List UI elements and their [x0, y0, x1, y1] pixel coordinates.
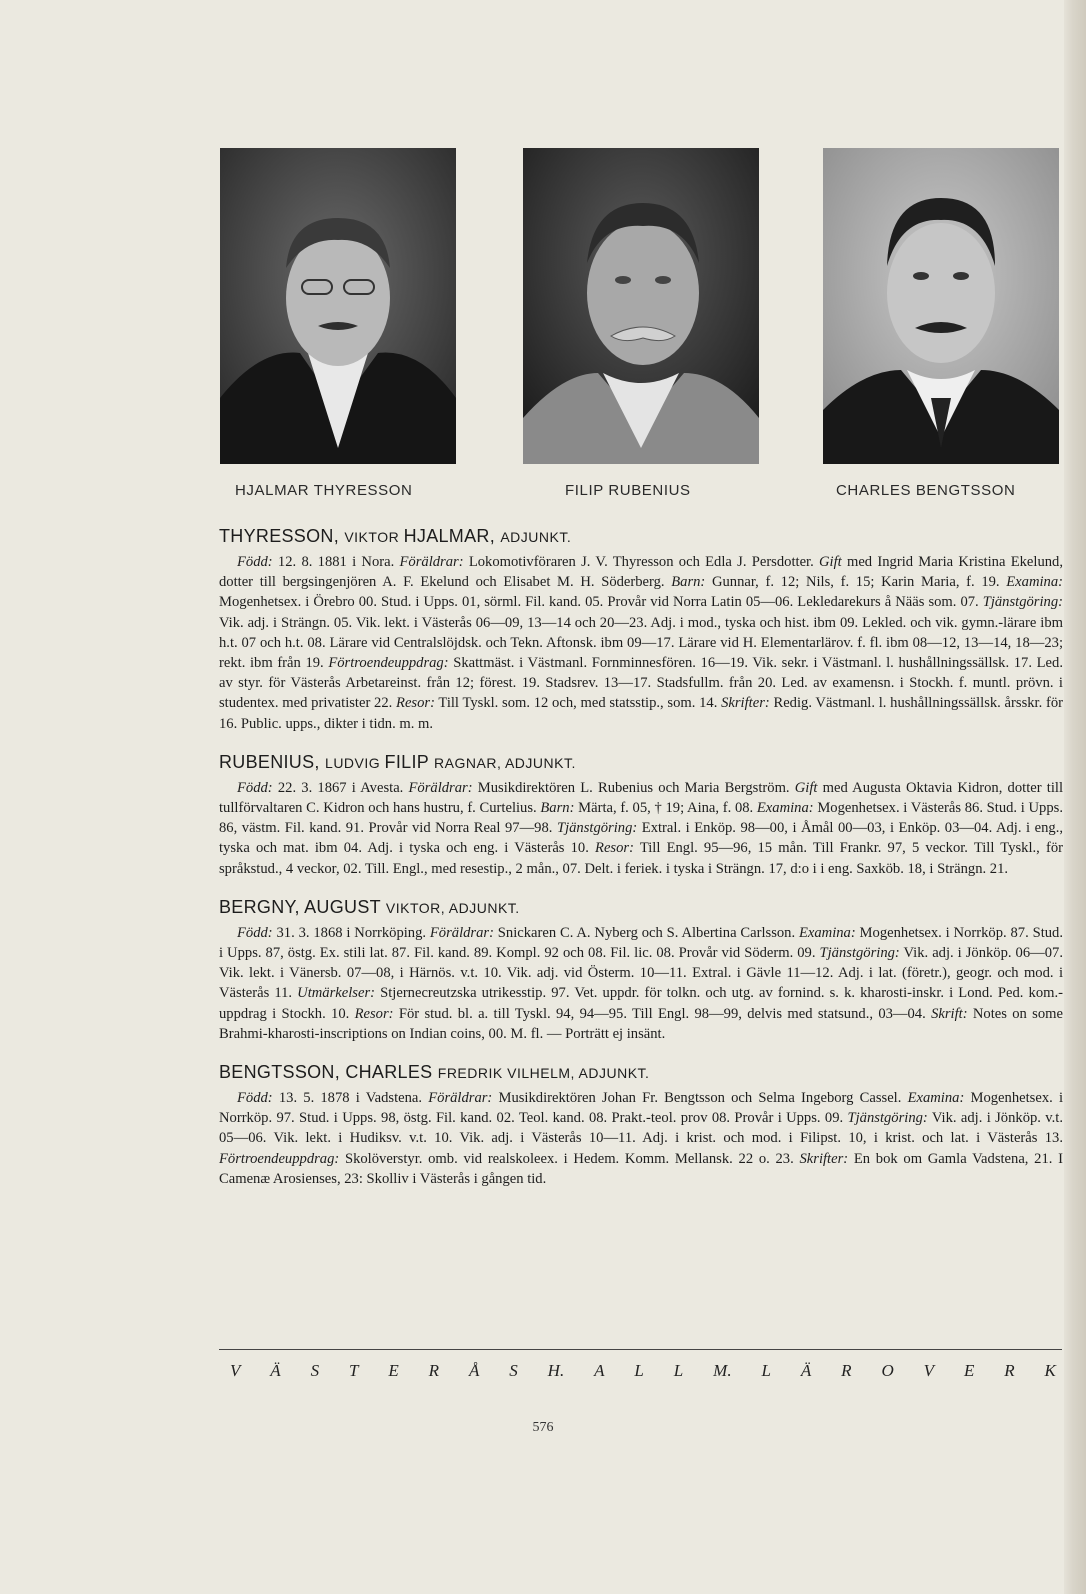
footer-letter: S	[509, 1361, 518, 1380]
field-text: Till Engl. 95—96, 15 mån. Till Frankr. 97, 5 veckor. Till Tyskl., för språkstud., 4 veckor, 02. Till. Engl., med resestip., 2 mån., 07. Delt. i feriek. i tyska i Strängn. 17, d:o i i eng. Saxköb. 18, i Strängn. 21.	[219, 840, 1063, 877]
field-text: Mogenhetsex. i Norrköp. 97. Stud. i Upps. 98, östg. Fil. kand. 02. Teol. kand. 08. Prakt.-teol. prov 08. Provår i Upps. 09.	[219, 1090, 1063, 1127]
footer-letter: M.	[713, 1361, 732, 1380]
field-text: Musikdirektören L. Rubenius och Maria Bergström.	[472, 779, 795, 796]
heading-call-name: AUGUST	[304, 896, 386, 917]
footer-letter: V	[230, 1361, 241, 1380]
field-label: Skrift:	[931, 1005, 968, 1022]
field-text: 13. 5. 1878 i Vadstena.	[272, 1090, 429, 1107]
footer-letter: R	[1004, 1361, 1015, 1380]
field-label: Född:	[237, 554, 273, 570]
field-text: 12. 8. 1881 i Nora.	[272, 554, 400, 570]
field-label: Född:	[237, 1090, 273, 1107]
footer-letter: H.	[547, 1361, 565, 1380]
field-label: Examina:	[907, 1090, 965, 1107]
heading-title: VIKTOR, ADJUNKT.	[385, 899, 520, 916]
field-text: med Ingrid Maria Kristina Ekelund, dotter till bergsingenjören A. F. Ekelund och Elisabet M. H. Söderberg.	[219, 554, 1063, 591]
entry-body	[219, 778, 1063, 879]
entry-body	[219, 923, 1063, 1044]
field-label: Barn:	[540, 800, 575, 817]
field-text: Skattmäst. i Västmanl. Fornminnesfören. 16—19. Vik. sekr. i Västmanl. l. hushållningssällsk. 17. Led. av styr. för Västerås Arbetareinst. från 12; förest. 19. Stadsrev. 13—17. Stadsfullm. från 20. Led. av examensn. i Stockh. f. muntl. prövn. i studentex. med privatister 22.	[219, 655, 1063, 712]
entry-heading	[219, 1060, 1063, 1085]
heading-call-name: HJALMAR,	[403, 526, 501, 546]
entry-bergny	[219, 895, 1063, 1044]
heading-title: ADJUNKT.	[500, 529, 572, 545]
field-text: Notes on some Brahmi-kharosti-inscriptions on Indian coins, 00. M. fl. — Porträtt ej insänt.	[219, 1005, 1063, 1042]
caption-bengtsson: CHARLES BENGTSSON	[836, 482, 1016, 499]
field-label: Tjänstgöring:	[982, 594, 1063, 611]
footer-letter: Ä	[270, 1361, 281, 1380]
footer-letter: A	[594, 1361, 605, 1380]
field-label: Examina:	[798, 924, 856, 941]
heading-given-names: VIKTOR	[344, 529, 404, 545]
entry-body	[219, 1088, 1063, 1189]
field-label: Gift	[794, 779, 818, 796]
heading-title: FREDRIK VILHELM, ADJUNKT.	[437, 1065, 650, 1082]
entry-thyresson	[219, 524, 1063, 734]
field-label: Föräldrar:	[428, 1090, 493, 1107]
heading-surname: BENGTSSON,	[219, 1062, 346, 1083]
footer-letter: Å	[468, 1361, 480, 1380]
entry-bengtsson	[219, 1060, 1063, 1189]
biography-list	[219, 524, 1063, 1205]
field-text: Redig. Västmanl. l. hushållningssällsk. årsskr. för 16. Public. upps., dikter i tidn. m. m.	[219, 695, 1063, 732]
footer-letter: O	[881, 1361, 894, 1380]
entry-body	[219, 552, 1063, 734]
caption-rubenius: FILIP RUBENIUS	[565, 482, 691, 499]
footer-letter: R	[841, 1361, 852, 1380]
field-label: Föräldrar:	[399, 554, 464, 570]
field-label: Resor:	[595, 840, 634, 857]
field-label: Född:	[237, 924, 273, 941]
footer-letter: L	[761, 1361, 771, 1380]
field-text: För stud. bl. a. till Tyskl. 94, 94—95. Till Engl. 98—99, delvis med statsund., 03—04.	[393, 1005, 932, 1022]
field-label: Tjänstgöring:	[847, 1110, 928, 1127]
footer-letter: T	[349, 1361, 359, 1380]
field-text: Mogenhetsex. i Västerås 86. Stud. i Upps. 86, västm. Fil. kand. 91. Provår vid Norra Real 97—98.	[219, 800, 1063, 837]
running-footer	[230, 1361, 1056, 1381]
field-text: Stjernecreutzska utrikesstip. 97. Vet. uppdr. för tolkn. och utg. av fornind. s. k. kharosti-inskr. i Lond. Ped. kom.-uppdrag i Stockh. 10.	[219, 985, 1063, 1022]
portrait-rubenius	[523, 148, 759, 464]
field-label: Examina:	[756, 800, 814, 817]
field-text: Märta, f. 05, † 19; Aina, f. 08.	[574, 800, 757, 817]
entry-heading	[219, 895, 1063, 920]
heading-surname: THYRESSON,	[219, 526, 345, 546]
field-label: Utmärkelser:	[297, 985, 375, 1002]
field-text: 31. 3. 1868 i Norrköping.	[272, 924, 430, 941]
field-text: Lokomotivföraren J. V. Thyresson och Edla J. Persdotter.	[463, 554, 820, 570]
entry-heading	[219, 524, 1063, 549]
footer-letter: L	[673, 1361, 684, 1380]
portrait-thyresson	[220, 148, 456, 464]
field-label: Resor:	[354, 1005, 394, 1022]
footer-letter: Ä	[800, 1361, 812, 1380]
field-text: 22. 3. 1867 i Avesta.	[272, 779, 409, 796]
field-text: Vik. adj. i Jönköp. 06—07. Vik. lekt. i Vänersb. 07—08, i Härnös. v.t. 10. Vik. adj. vid Österm. 10—11. Extral. i Gävle 11—12. Adj. i lat. (företr.), geogr. och mod. i Västerås 11.	[219, 945, 1063, 1002]
footer-letter: R	[428, 1361, 440, 1380]
heading-surname: RUBENIUS,	[219, 751, 326, 772]
field-label: Resor:	[396, 695, 435, 712]
field-label: Föräldrar:	[408, 779, 473, 796]
field-text: Skolöverstyr. omb. vid realskoleex. i Hedem. Komm. Mellansk. 22 o. 23.	[339, 1150, 800, 1167]
field-label: Tjänstgöring:	[556, 820, 638, 837]
heading-surname: BERGNY,	[219, 896, 305, 917]
portrait-bengtsson	[823, 148, 1059, 464]
portrait-row	[220, 148, 1060, 466]
footer-letter: E	[388, 1361, 399, 1380]
field-label: Skrifter:	[799, 1150, 849, 1167]
field-text: En bok om Gamla Vadstena, 21. I Camenæ Arosienses, 23: Skolliv i Västerås i gången tid.	[219, 1150, 1064, 1187]
field-text: med Augusta Oktavia Kidron, dotter till tullförvaltaren C. Kidron och hans hustru, f. Curtelius.	[219, 779, 1063, 817]
heading-call-name: FILIP	[384, 751, 435, 772]
footer-rule	[219, 1349, 1062, 1350]
footer-letter: E	[963, 1361, 975, 1380]
field-label: Förtroendeuppdrag:	[328, 655, 449, 672]
field-text: Mogenhetsex. i Norrköp. 87. Stud. i Upps. 87, östg. Ex. stili lat. 87. Fil. kand. 89. Kompl. 92 och 08. Fil. lic. 08. Provår vid Söderm. 09.	[219, 924, 1063, 962]
heading-given-names: LUDVIG	[325, 754, 385, 771]
entry-heading	[219, 750, 1063, 775]
field-label: Barn:	[671, 574, 706, 591]
page-number: 576	[532, 1420, 554, 1435]
field-text: Musikdirektören Johan Fr. Bengtsson och Selma Ingeborg Cassel.	[492, 1090, 908, 1107]
field-label: Förtroendeuppdrag:	[219, 1150, 340, 1167]
footer-letter: S	[310, 1361, 320, 1380]
heading-title: RAGNAR, ADJUNKT.	[434, 754, 576, 771]
field-text: Snickaren C. A. Nyberg och S. Albertina Carlsson.	[493, 924, 799, 941]
field-text: Gunnar, f. 12; Nils, f. 15; Karin Maria, f. 19.	[705, 574, 1007, 591]
field-text: Vik. adj. i Jönköp. v.t. 05—06. Vik. lekt. i Hudiksv. v.t. 10. Vik. adj. i Västerås 10—11. Adj. i krist. och mod. i Filipst. 10, i krist. och lat. i Västerås 13.	[219, 1110, 1063, 1147]
field-label: Gift	[819, 554, 842, 570]
field-label: Föräldrar:	[429, 924, 494, 941]
field-label: Tjänstgöring:	[819, 945, 900, 962]
field-label: Examina:	[1006, 574, 1063, 591]
heading-call-name: CHARLES	[345, 1062, 438, 1083]
field-label: Skrifter:	[721, 695, 770, 712]
footer-letter: L	[634, 1361, 644, 1380]
footer-letter: V	[923, 1361, 935, 1380]
field-text: Vik. adj. i Strängn. 05. Vik. lekt. i Västerås 06—09, 13—14 och 20—23. Adj. i mod., tyska och hist. ibm 09. Lekled. och vik. gymn.-lärare ibm h.t. 07 och h.t. 08. Lärare vid Centralslöjdsk. och Tekn. Aftonsk. ibm 09—17. Lärare vid H. Elementarlärov. f. fl. ibm 08—12, 13—14, 18—23; rekt. ibm från 19.	[219, 614, 1063, 672]
field-text: Extral. i Enköp. 98—00, i Åmål 00—03, i Enköp. 03—04. Adj. i eng., tyska och mat. ibm 04. Adj. i tyska och eng. i Västerås 10.	[219, 820, 1063, 857]
entry-rubenius	[219, 750, 1063, 879]
field-text: Till Tyskl. som. 12 och, med statsstip., som. 14.	[434, 695, 722, 712]
field-text: Mogenhetsex. i Örebro 00. Stud. i Upps. 01, sörml. Fil. kand. 05. Provår vid Norra Latin 05—06. Lekledarekurs å Nääs som. 07.	[219, 594, 983, 611]
field-label: Född:	[237, 779, 273, 796]
caption-thyresson: HJALMAR THYRESSON	[235, 482, 413, 499]
portrait-captions	[220, 482, 1060, 504]
footer-letter: K	[1044, 1361, 1056, 1380]
page-edge	[1064, 0, 1086, 1594]
